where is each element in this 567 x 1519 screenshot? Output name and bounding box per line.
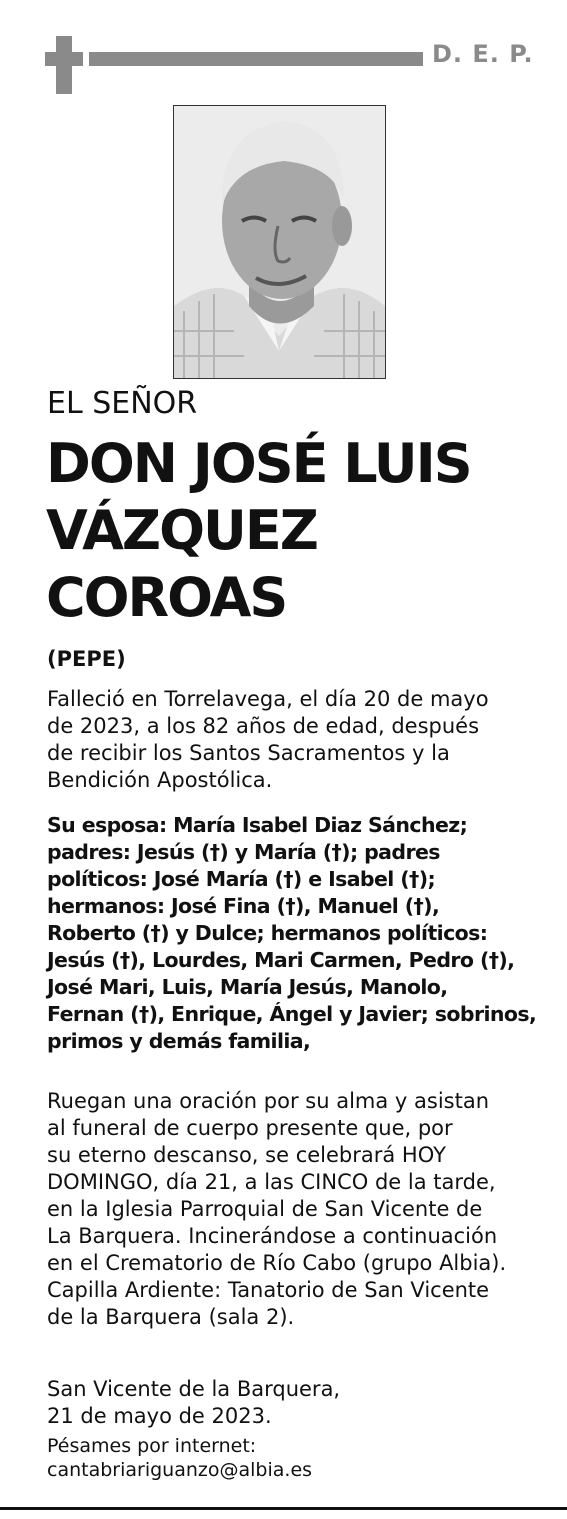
text-line: Ruegan una oración por su alma y asistan	[47, 1089, 490, 1113]
text-line: de 2023, a los 82 años de edad, después	[47, 714, 480, 738]
text-line: Fernan (†), Enrique, Ángel y Javier; sobrinos,	[47, 1002, 537, 1026]
text-line: Su esposa: María Isabel Diaz Sánchez;	[47, 813, 468, 837]
text-line: de la Barquera (sala 2).	[47, 1305, 295, 1329]
text-line: padres: Jesús (†) y María (†); padres	[47, 840, 440, 864]
condolences-label: Pésames por internet:	[47, 1435, 257, 1457]
deceased-name	[46, 430, 471, 631]
bottom-rule	[0, 1507, 567, 1510]
text-line: de recibir los Santos Sacramentos y la	[47, 741, 450, 765]
text-line: Roberto (†) y Dulce; hermanos políticos:	[47, 921, 488, 945]
text-line: primos y demás familia,	[47, 1029, 311, 1053]
text-line: en la Iglesia Parroquial de San Vicente de	[47, 1197, 483, 1221]
text-line: al funeral de cuerpo presente que, por	[47, 1116, 453, 1140]
text-line: La Barquera. Incinerándose a continuación	[47, 1224, 498, 1248]
death-paragraph	[47, 686, 489, 794]
text-line: en el Crematorio de Río Cabo (grupo Albia).	[47, 1251, 507, 1275]
portrait-illustration	[174, 106, 385, 378]
text-line: hermanos: José Fina (†), Manuel (†),	[47, 894, 440, 918]
footer-condolences	[47, 1434, 312, 1482]
honorific: EL SEÑOR	[47, 386, 198, 421]
text-line: su eterno descanso, se celebrará HOY	[47, 1143, 446, 1167]
dep-label: D. E. P.	[432, 40, 534, 68]
name-line: DON JOSÉ LUIS	[46, 432, 471, 495]
footer-place-date	[47, 1376, 340, 1430]
funeral-paragraph	[47, 1088, 506, 1331]
text-line: Capilla Ardiente: Tanatorio de San Vicente	[47, 1278, 490, 1302]
portrait-photo	[173, 105, 386, 379]
text-line: Jesús (†), Lourdes, Mari Carmen, Pedro (†),	[47, 948, 515, 972]
text-line: DOMINGO, día 21, a las CINCO de la tarde,	[47, 1170, 496, 1194]
nickname: (PEPE)	[47, 647, 126, 671]
header-rule	[89, 52, 423, 66]
footer-date: 21 de mayo de 2023.	[47, 1404, 272, 1428]
name-line: VÁZQUEZ	[46, 499, 317, 562]
condolences-email[interactable]: cantabriariguanzo@albia.es	[47, 1459, 313, 1481]
text-line: políticos: José María (†) e Isabel (†);	[47, 867, 436, 891]
text-line: José Mari, Luis, María Jesús, Manolo,	[47, 975, 448, 999]
text-line: Bendición Apostólica.	[47, 768, 273, 792]
text-line: Falleció en Torrelavega, el día 20 de mayo	[47, 687, 489, 711]
footer-place: San Vicente de la Barquera,	[47, 1377, 341, 1401]
family-paragraph	[47, 812, 536, 1055]
cross-icon-horizontal	[45, 52, 83, 66]
name-line: COROAS	[46, 566, 287, 629]
